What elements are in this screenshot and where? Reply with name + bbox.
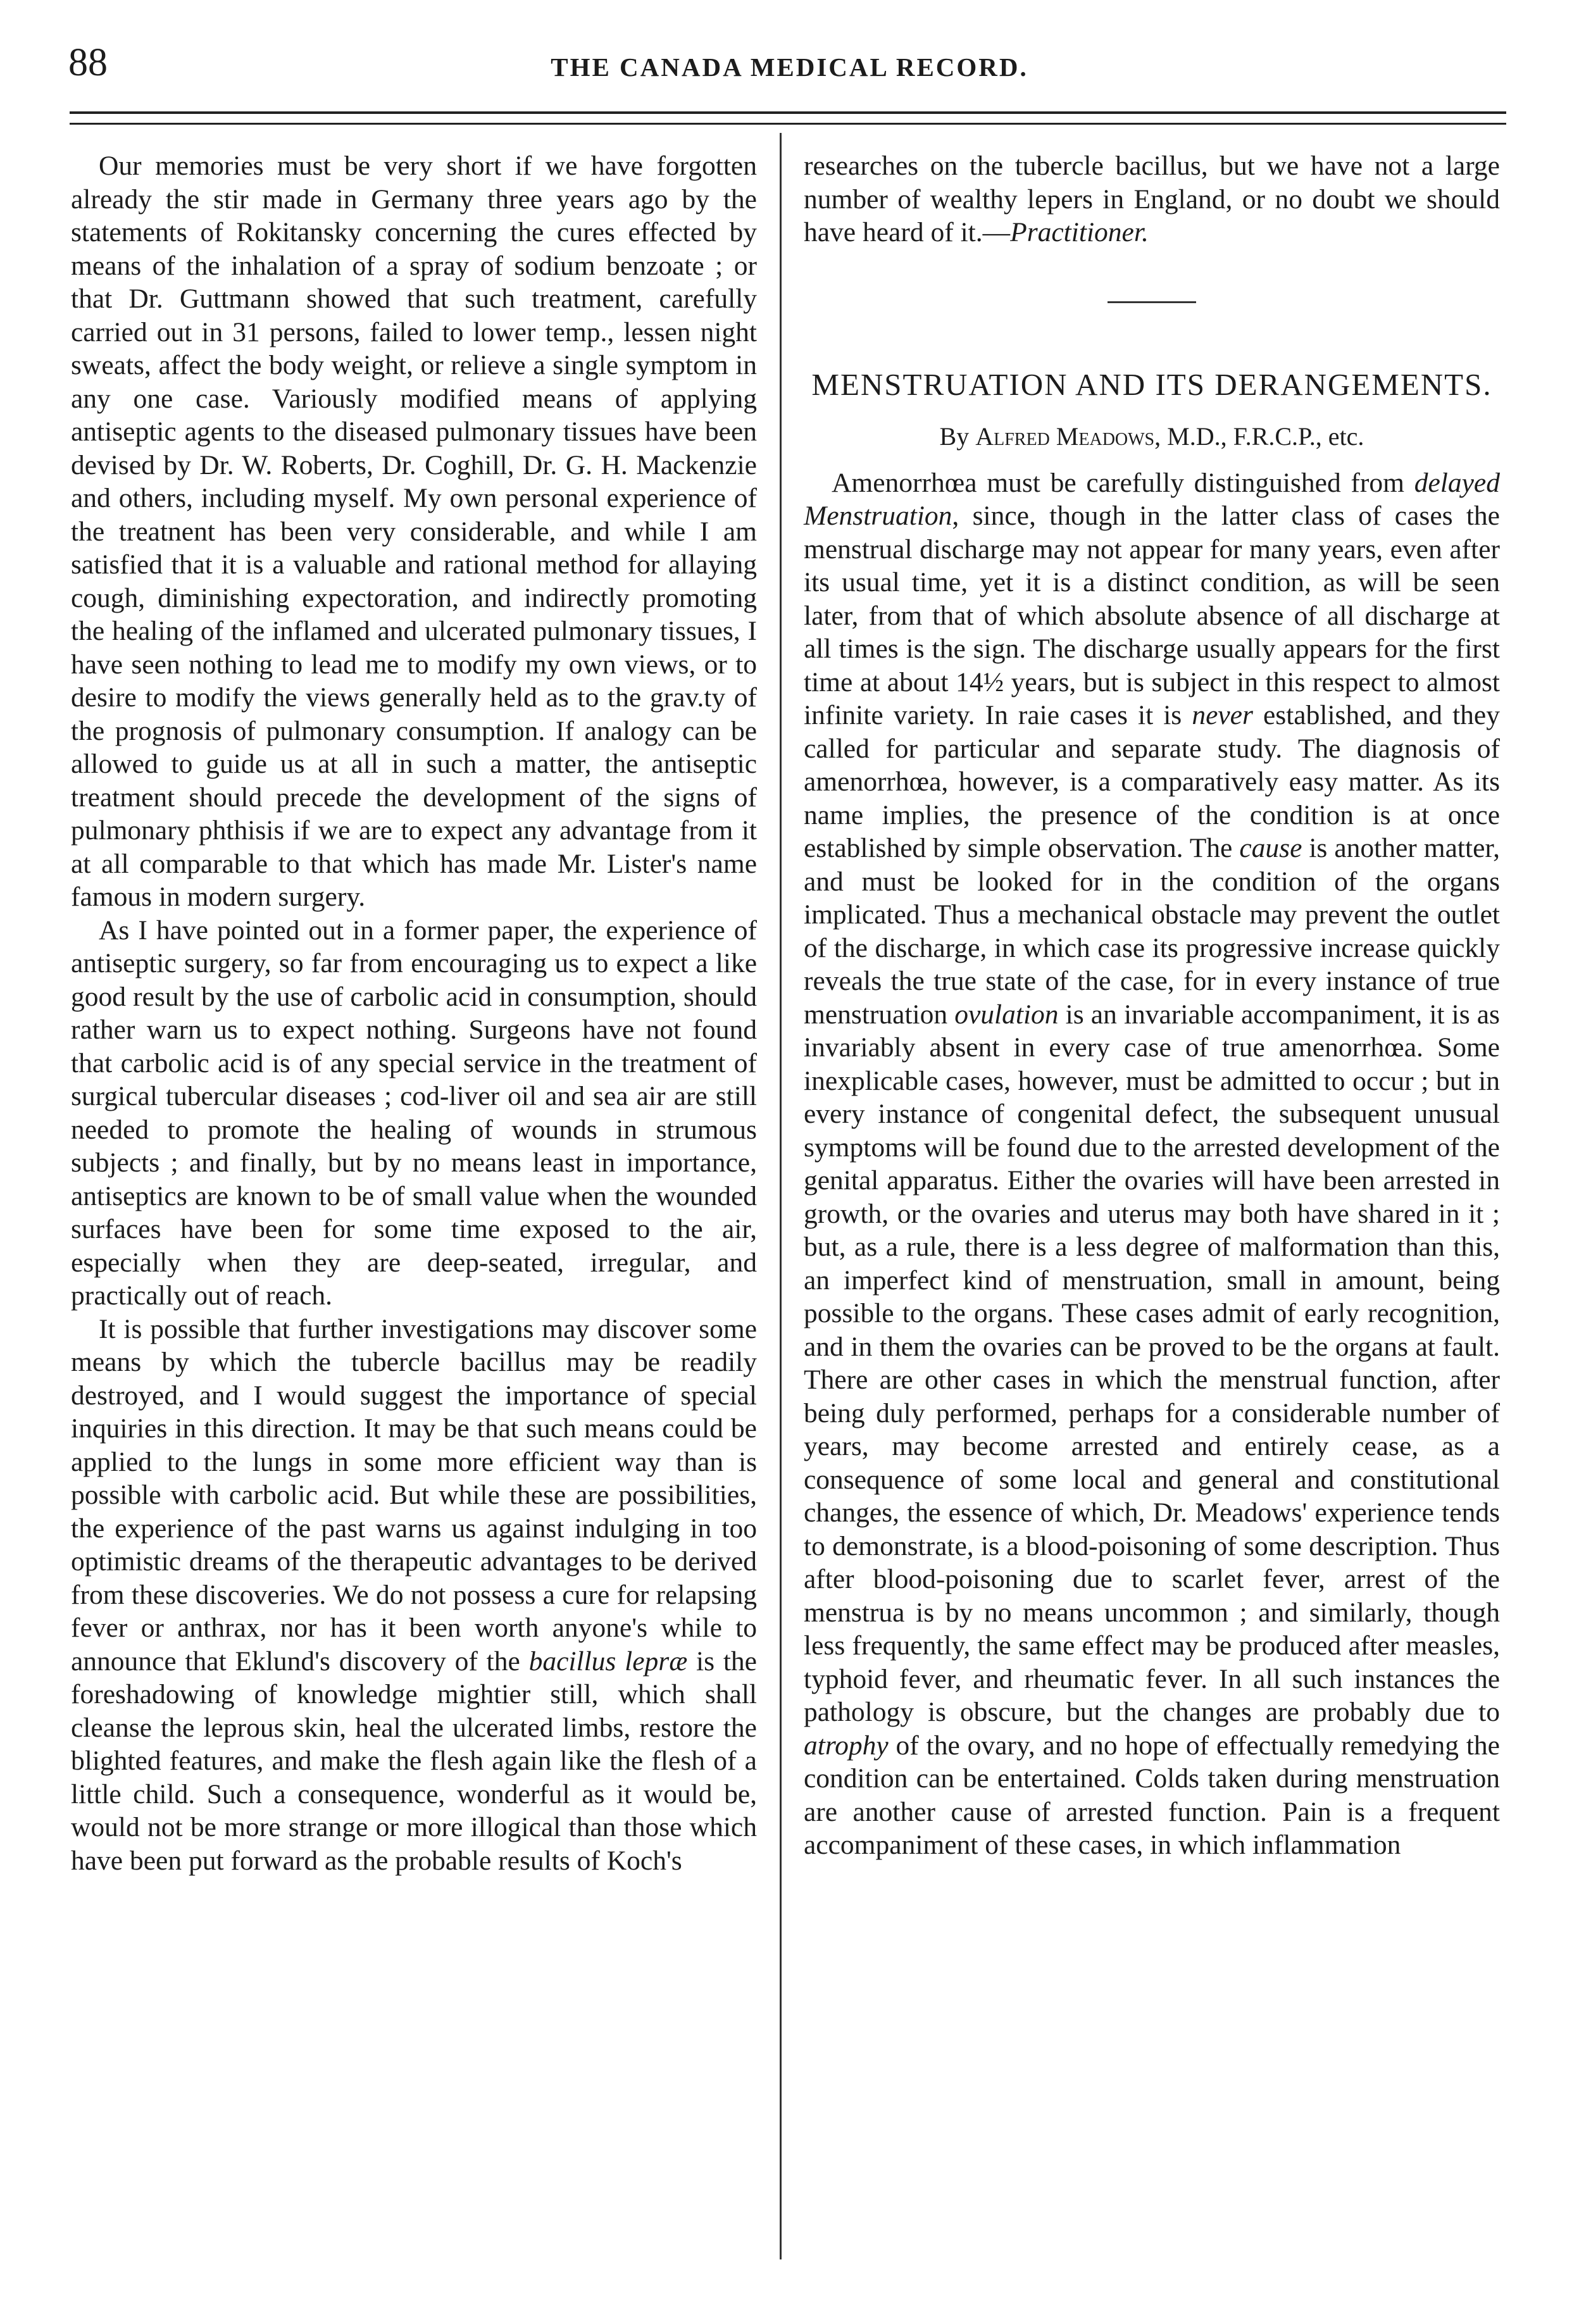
- byline-credentials: , M.D., F.R.C.P., etc.: [1154, 422, 1364, 451]
- continued-source: Practitioner.: [1010, 217, 1149, 247]
- left-paragraph-3-text-b: is the foreshadowing of knowledge mightier still, which shall cleanse the leprous skin, heal the ulcerated limbs, restore the blighted features, and make the flesh again like the flesh of a little child. Such a consequence, wonderful as it would be, would not be more strange or more illogical than those which have been put forward as the probable results of Koch's: [71, 1646, 757, 1876]
- left-paragraph-2: As I have pointed out in a former paper, the experience of antiseptic surgery, so far from encouraging us to expect a like good result by the use of carbolic acid in consumption, should rather warn us to expect nothing. Surgeons have not found that carbolic acid is of any special service in the treatment of surgical tubercular diseases ; cod-liver oil and sea air are still needed to promote the healing of wounds in strumous subjects ; and finally, but by no means least in importance, antiseptics are known to be of small value when the wounded surfaces have been for some time exposed to the air, especially when they are deep-seated, irregular, and practically out of reach.: [71, 915, 757, 1311]
- body-italic-2: never: [1192, 700, 1253, 730]
- column-divider: [780, 133, 782, 2259]
- left-paragraph-3: [71, 1313, 757, 1878]
- body-text-6: of the ovary, and no hope of effectually remedying the condition can be entertained. Colds taken during menstruation are another cause of arrested function. Pain is a frequent accompaniment of these cases, in which inflammation: [804, 1730, 1500, 1860]
- byline: [804, 421, 1500, 453]
- left-paragraph-3-italic: bacillus lepræ: [528, 1646, 688, 1677]
- body-italic-4: ovulation: [954, 999, 1059, 1030]
- left-paragraph-1: Our memories must be very short if we have forgotten already the stir made in Germany three years ago by the statements of Rokitansky concerning the cures effected by means of the inhalation of a spray of sodium benzoate ; or that Dr. Guttmann showed that such treatment, carefully carried out in 31 persons, failed to lower temp., lessen night sweats, affect the body weight, or relieve a single symptom in any one case. Variously modified means of applying antiseptic agents to the diseased pulmonary tissues have been devised by Dr. W. Roberts, Dr. Coghill, Dr. G. H. Mackenzie and others, including myself. My own personal experience of the treatnent has been very considerable, and while I am satisfied that it is a valuable and rational method for allaying cough, diminishing expectoration, and indirectly promoting the healing of the inflamed and ulcerated pulmonary tissues, I have seen nothing to lead me to modify my own views, or to desire to modify the views generally held as to the grav.ty of the prognosis of pulmonary consumption. If analogy can be allowed to guide us at all in such a matter, the antiseptic treatment should precede the development of the signs of pulmonary phthisis if we are to expect any advantage from it at all comparable to that which has made Mr. Lister's name famous in modern surgery.: [71, 151, 757, 912]
- body-text-3: established, and they called for particular and separate study. The diagnosis of amenorrhœa, however, is a comparatively easy matter. As its name implies, the presence of the condition is at once established by simple observation. The: [804, 700, 1500, 863]
- header-rule-bottom: [70, 123, 1506, 125]
- continued-text: researches on the tubercle bacillus, but we have not a large number of wealthy lepers in England, or no doubt we should have heard of it.—: [804, 151, 1500, 247]
- left-paragraph-3-text-a: It is possible that further investigations may discover some means by which the tubercle bacillus may be readily destroyed, and I would suggest the importance of special inquiries in this direction. It may be that such means could be applied to the lungs in some more efficient way than is possible with carbolic acid. But while these are possibilities, the experience of the past warns us against indulging in too optimistic dreams of the therapeutic advantages to be derived from these discoveries. We do not possess a cure for relapsing fever or anthrax, nor has it been worth anyone's while to announce that Eklund's discovery of the: [71, 1313, 757, 1677]
- section-separator: [1108, 301, 1196, 303]
- left-column: [71, 149, 757, 1877]
- body-text-5: is an invariable accompaniment, it is as invariably absent in every case of true amenorrhœa. Some inexplicable cases, however, must be admitted to occur ; but in every instance of congenital defect, the subsequent unusual symptoms will be found due to the arrested development of the genital apparatus. Either the ovaries will have been arrested in growth, or the ovaries and uterus may both have shared in it ; but, as a rule, there is a less degree of malformation than this, an imperfect kind of menstruation, small in amount, being possible to the organs. These cases admit of early recognition, and in them the ovaries can be proved to be the organs at fault. There are other cases in which the menstrual function, after being duly performed, perhaps for a considerable number of years, may become arrested and entirely cease, as a consequence of some local and general and constitutional changes, the essence of which, Dr. Meadows' experience tends to demonstrate, is a blood-poisoning of some description. Thus after blood-poisoning due to scarlet fever, arrest of the menstrua is by no means uncommon ; and similarly, though less frequently, the same effect may be produced after measles, typhoid fever, and rheumatic fever. In all such instances the pathology is obscure, but the changes are probably due to: [804, 999, 1500, 1727]
- body-text-1: Amenorrhœa must be carefully distinguished from: [832, 467, 1414, 498]
- body-text-2: , since, though in the latter class of cases the menstrual discharge may not appear for many years, even after its usual time, yet it is a distinct condition, as will be seen later, from that of which absolute absence of all discharge at all times is the sign. The discharge usually appears for the first time at about 14½ years, but is subject in this respect to almost infinite variety. In raie cases it is: [804, 501, 1500, 730]
- page-number: 88: [68, 41, 108, 84]
- header-rule-top: [70, 111, 1506, 114]
- body-italic-5: atrophy: [804, 1730, 889, 1761]
- continued-paragraph: [804, 149, 1500, 249]
- byline-by: By: [939, 422, 976, 451]
- body-italic-3: cause: [1239, 833, 1302, 863]
- running-head: THE CANADA MEDICAL RECORD.: [551, 53, 1028, 82]
- body-text-4: is another matter, and must be looked for in the condition of the organs implicated. Thus a mechanical obstacle may prevent the outlet of the discharge, in which case its progressive increase quickly reveals the true state of the case, for in every instance of true menstruation: [804, 833, 1500, 1030]
- article-title: MENSTRUATION AND ITS DERANGEMENTS.: [811, 366, 1492, 402]
- byline-author: Alfred Meadows: [975, 422, 1155, 451]
- article-body: [804, 466, 1500, 1862]
- body-italic-1: delayed Menstruation: [804, 467, 1500, 531]
- right-column: [804, 149, 1500, 1862]
